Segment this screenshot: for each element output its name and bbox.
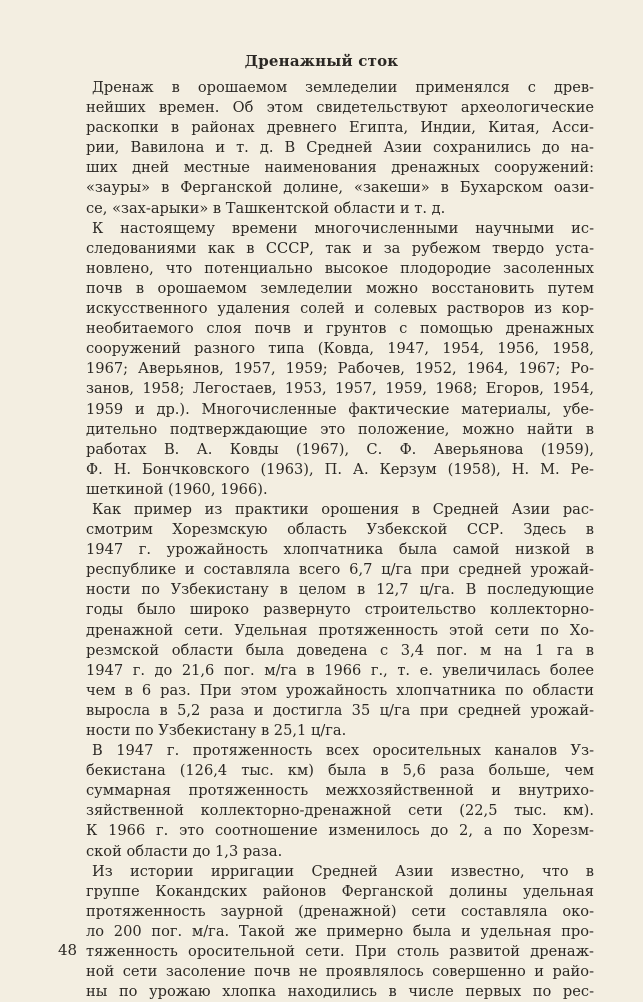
text-line: 1947 г. урожайность хлопчатника была самой низкой в (86, 541, 594, 559)
text-line: рии, Вавилона и т. д. В Средней Азии сохранились до на- (86, 139, 594, 157)
text-line: 1959 и др.). Многочисленные фактические материалы, убе- (86, 400, 594, 418)
text-line: ны по урожаю хлопка находились в числе первых по рес- (86, 983, 594, 1001)
text-line: «зауры» в Ферганской долине, «закеши» в Бухарском оази- (86, 179, 594, 197)
section-heading: Дренажный сток (244, 52, 399, 70)
text-line: К 1966 г. это соотношение изменилось до 2, а по Хорезм- (86, 822, 594, 840)
text-line: К настоящему времени многочисленными научными ис- (92, 219, 594, 237)
text-line: нейших времен. Об этом свидетельствуют археологические (86, 99, 594, 117)
text-line: почв в орошаемом земледелии можно восстановить путем (86, 279, 594, 297)
text-line: чем в 6 раз. При этом урожайность хлопчатника по области (86, 681, 594, 699)
text-line: республике и составляла всего 6,7 ц/га при средней урожай- (86, 561, 594, 579)
text-line: следованиями как в СССР, так и за рубежом твердо уста- (86, 239, 594, 257)
text-line: выросла в 5,2 раза и достигла 35 ц/га при средней урожай- (86, 701, 594, 719)
text-line: ло 200 пог. м/га. Такой же примерно была и удельная про- (86, 922, 594, 940)
text-line: смотрим Хорезмскую область Узбекской ССР. Здесь в (86, 521, 594, 539)
text-line: ной сети засоление почв не проявлялось совершенно и райо- (86, 963, 594, 981)
text-line: тяженность оросительной сети. При столь развитой дренаж- (86, 943, 594, 961)
paragraph (86, 219, 594, 500)
text-line: работах В. А. Ковды (1967), С. Ф. Аверьянова (1959), (86, 440, 594, 458)
text-line: ших дней местные наименования дренажных сооружений: (86, 159, 594, 177)
text-line: ской области до 1,3 раза. (86, 842, 283, 860)
text-line: се, «зах-арыки» в Ташкентской области и т. д. (86, 199, 446, 217)
text-line: группе Кокандских районов Ферганской долины удельная (86, 882, 594, 900)
text-line: сооружений разного типа (Ковда, 1947, 1954, 1956, 1958, (86, 340, 594, 358)
text-line: шеткиной (1960, 1966). (86, 480, 268, 498)
text-line: ности по Узбекистану в целом в 12,7 ц/га. В последующие (86, 581, 594, 599)
text-line: 1947 г. до 21,6 пог. м/га в 1966 г., т. е. увеличилась более (86, 661, 594, 679)
paragraph (86, 741, 594, 862)
text-line: годы было широко развернуто строительство коллекторно- (86, 601, 594, 619)
paragraph (86, 500, 594, 741)
text-line: дренажной сети. Удельная протяженность этой сети по Хо- (86, 621, 594, 639)
text-line: 1967; Аверьянов, 1957, 1959; Рабочев, 1952, 1964, 1967; Ро- (86, 360, 594, 378)
text-line: бекистана (126,4 тыс. км) была в 5,6 раза больше, чем (86, 762, 594, 780)
text-line: протяженность заурной (дренажной) сети составляла око- (86, 902, 594, 920)
text-line: суммарная протяженность межхозяйственной и внутрихо- (86, 782, 594, 800)
text-line: резмской области была доведена с 3,4 пог. м на 1 га в (86, 641, 594, 659)
text-line: раскопки в районах древнего Египта, Индии, Китая, Асси- (86, 119, 594, 137)
text-line: зяйственной коллекторно-дренажной сети (22,5 тыс. км). (86, 802, 594, 820)
text-line: ности по Узбекистану в 25,1 ц/га. (86, 722, 347, 739)
text-line: дительно подтверждающие это положение, можно найти в (86, 420, 594, 438)
text-line: новлено, что потенциально высокое плодородие засоленных (86, 259, 594, 277)
paragraph (86, 862, 594, 1002)
text-line: Дренаж в орошаемом земледелии применялся с древ- (92, 79, 594, 96)
text-line: Как пример из практики орошения в Средней Азии рас- (92, 500, 594, 518)
text-line: занов, 1958; Легостаев, 1953, 1957, 1959, 1968; Егоров, 1954, (86, 380, 594, 398)
body-text (86, 78, 594, 1002)
text-line: необитаемого слоя почв и грунтов с помощью дренажных (86, 320, 594, 338)
text-line: В 1947 г. протяженность всех оросительных каналов Уз- (92, 742, 594, 760)
text-line: искусственного удаления солей и солевых растворов из кор- (86, 300, 594, 318)
paragraph (86, 78, 594, 219)
text-line: Ф. Н. Бончковского (1963), П. А. Керзум (1958), Н. М. Ре- (86, 460, 594, 478)
page-number: 48 (58, 941, 78, 959)
text-line: Из истории ирригации Средней Азии известно, что в (92, 862, 594, 880)
